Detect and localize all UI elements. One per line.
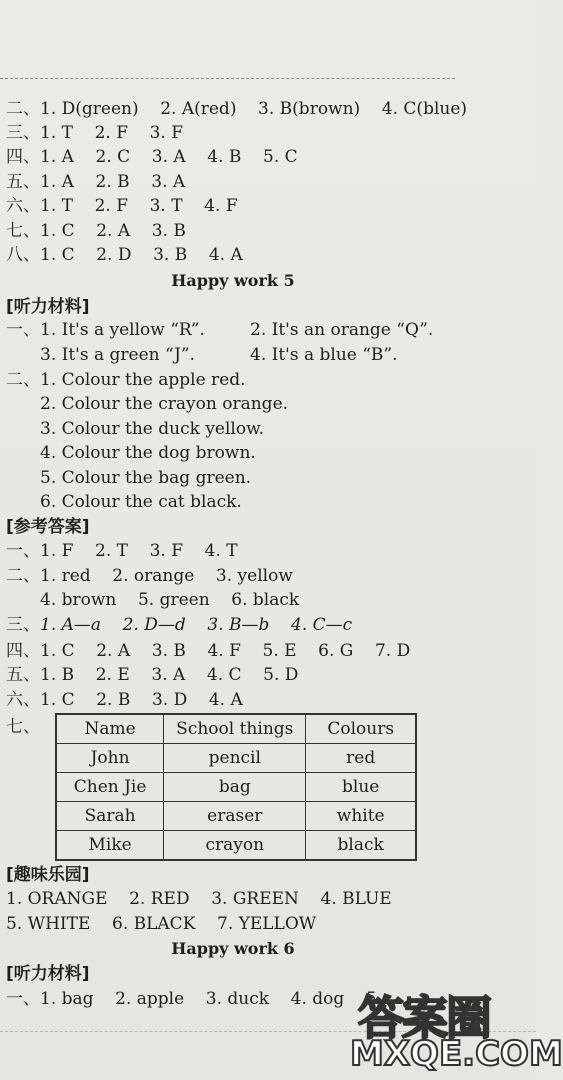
answer-part-3-prefix: 三、 <box>6 615 40 635</box>
table-cell: pencil <box>164 744 306 773</box>
table-header-colours: Colours <box>306 714 416 744</box>
fun-answer-line-1: 1. ORANGE 2. RED 3. GREEN 4. BLUE <box>6 889 392 909</box>
table-row <box>56 773 416 802</box>
table-row <box>56 744 416 773</box>
table-cell: John <box>56 744 164 773</box>
fun-park-header: [趣味乐园] <box>6 865 90 885</box>
table-header-name: Name <box>56 714 164 744</box>
answer-line-section-7: 七、1. C 2. A 3. B <box>6 221 186 241</box>
school-things-table <box>55 713 417 861</box>
table-cell: eraser <box>164 802 306 831</box>
table-cell: Chen Jie <box>56 773 164 802</box>
top-divider <box>0 78 455 79</box>
answer-line-section-8: 八、1. C 2. D 3. B 4. A <box>6 245 243 265</box>
colour-instruction-5: 5. Colour the bag green. <box>40 468 252 488</box>
answer-part-1: 一、1. F 2. T 3. F 4. T <box>6 541 238 561</box>
watermark-bottom-text: MXQE.COM <box>350 1034 563 1074</box>
site-watermark-logo <box>350 982 563 1076</box>
listening-line-1d: 4. It's a blue “B”. <box>250 345 398 365</box>
answer-part-3-handwritten: 1. A—a 2. D—d 3. B—b 4. C—c <box>40 615 353 635</box>
colour-instruction-2: 2. Colour the crayon orange. <box>40 394 289 414</box>
table-row <box>56 831 416 861</box>
table-row <box>56 802 416 831</box>
listening-line-1c: 3. It's a green “J”. <box>40 345 195 365</box>
answer-part-5: 五、1. B 2. E 3. A 4. C 5. D <box>6 665 299 685</box>
watermark-top-text: 答案圈 <box>358 991 490 1045</box>
colour-instruction-6: 6. Colour the cat black. <box>40 492 242 512</box>
table-cell: red <box>306 744 416 773</box>
answer-part-6: 六、1. C 2. B 3. D 4. A <box>6 690 243 710</box>
answer-part-4: 四、1. C 2. A 3. B 4. F 5. E 6. G 7. D <box>6 641 411 661</box>
listening-line-1a: 一、1. It's a yellow “R”. <box>6 320 205 340</box>
table-cell: blue <box>306 773 416 802</box>
table-header-school-things: School things <box>164 714 306 744</box>
answer-line-section-2: 二、1. D(green) 2. A(red) 3. B(brown) 4. C(blue) <box>6 99 468 119</box>
listening-material-header-6: [听力材料] <box>6 964 90 984</box>
fun-answer-line-2: 5. WHITE 6. BLACK 7. YELLOW <box>6 914 317 934</box>
colour-instruction-3: 3. Colour the duck yellow. <box>40 419 265 439</box>
answer-line-section-3: 三、1. T 2. F 3. F <box>6 123 184 143</box>
hw6-listening-line-1: 一、1. bag 2. apple 3. duck 4. dog 5. <box>6 989 383 1009</box>
answer-line-section-6: 六、1. T 2. F 3. T 4. F <box>6 196 238 216</box>
happy-work-5-title: Happy work 5 <box>171 271 295 290</box>
colour-instruction-1: 二、1. Colour the apple red. <box>6 370 246 390</box>
table-cell: black <box>306 831 416 861</box>
reference-answer-header: [参考答案] <box>6 517 90 537</box>
table-header-row <box>56 714 416 744</box>
table-cell: Sarah <box>56 802 164 831</box>
happy-work-6-title: Happy work 6 <box>171 939 295 958</box>
answer-part-7-label: 七、 <box>6 717 40 737</box>
table-cell: crayon <box>164 831 306 861</box>
table-cell: Mike <box>56 831 164 861</box>
answer-line-section-5: 五、1. A 2. B 3. A <box>6 172 186 192</box>
listening-material-header: [听力材料] <box>6 297 90 317</box>
listening-line-1b: 2. It's an orange “Q”. <box>250 320 434 340</box>
colour-instruction-4: 4. Colour the dog brown. <box>40 443 256 463</box>
answer-part-3 <box>6 614 352 636</box>
table-cell: white <box>306 802 416 831</box>
answer-part-2b: 4. brown 5. green 6. black <box>40 590 300 610</box>
answer-line-section-4: 四、1. A 2. C 3. A 4. B 5. C <box>6 147 298 167</box>
answer-part-2a: 二、1. red 2. orange 3. yellow <box>6 566 293 586</box>
table-cell: bag <box>164 773 306 802</box>
